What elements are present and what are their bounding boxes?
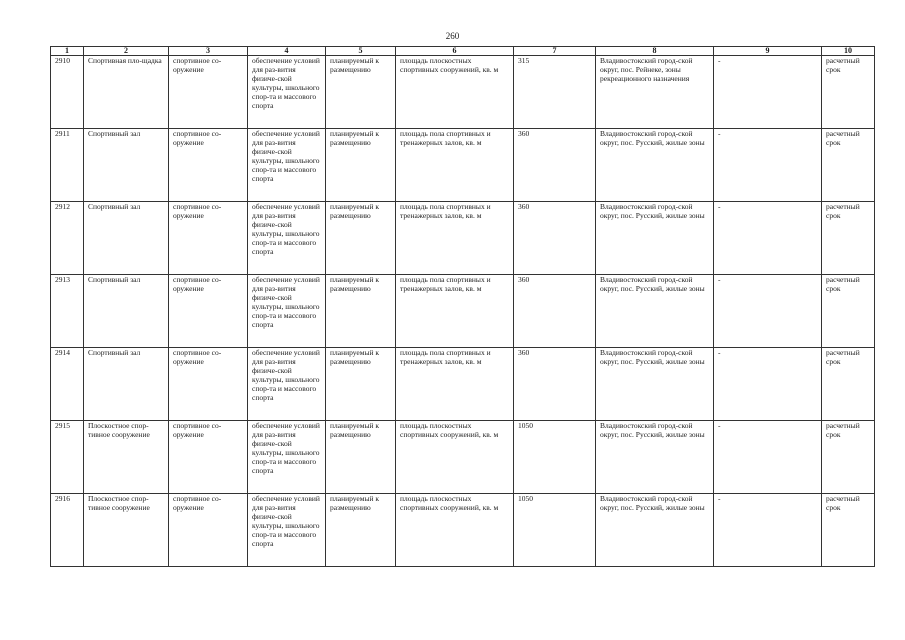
- characteristic-cell: площадь пола спортивных и тренажерных залов, кв. м: [396, 129, 514, 202]
- location-cell: Владивостокский город-ской округ, пос. Рейнеке, зоны рекреационного назначения: [596, 56, 714, 129]
- status-cell: планируемый к размещению: [326, 275, 396, 348]
- column-header: 3: [169, 47, 248, 56]
- purpose-cell: обеспечение условий для раз-вития физиче-ской культуры, школьного спор-та и массового спорта: [248, 421, 326, 494]
- table-row: [51, 275, 875, 348]
- value-cell: 360: [514, 129, 596, 202]
- characteristic-cell: площадь плоскостных спортивных сооружений, кв. м: [396, 56, 514, 129]
- column-header: 6: [396, 47, 514, 56]
- zone-cell: -: [714, 348, 822, 421]
- value-cell: 360: [514, 202, 596, 275]
- status-cell: планируемый к размещению: [326, 129, 396, 202]
- location-cell: Владивостокский город-ской округ, пос. Русский, жилые зоны: [596, 494, 714, 567]
- zone-cell: -: [714, 421, 822, 494]
- characteristic-cell: площадь плоскостных спортивных сооружений, кв. м: [396, 421, 514, 494]
- row-number-cell: 2915: [51, 421, 84, 494]
- object-name-cell: Плоскостное спор-тивное сооружение: [84, 494, 169, 567]
- location-cell: Владивостокский город-ской округ, пос. Русский, жилые зоны: [596, 348, 714, 421]
- column-header: 1: [51, 47, 84, 56]
- zone-cell: -: [714, 129, 822, 202]
- object-name-cell: Спортивный зал: [84, 129, 169, 202]
- object-type-cell: спортивное со-оружение: [169, 129, 248, 202]
- term-cell: расчетный срок: [822, 421, 875, 494]
- zone-cell: -: [714, 275, 822, 348]
- column-header: 4: [248, 47, 326, 56]
- object-name-cell: Плоскостное спор-тивное сооружение: [84, 421, 169, 494]
- table-row: [51, 421, 875, 494]
- row-number-cell: 2912: [51, 202, 84, 275]
- table-row: [51, 56, 875, 129]
- row-number-cell: 2913: [51, 275, 84, 348]
- object-name-cell: Спортивный зал: [84, 275, 169, 348]
- page-number: 260: [445, 31, 460, 41]
- value-cell: 360: [514, 348, 596, 421]
- column-number-row: [51, 47, 875, 56]
- facilities-table: [50, 46, 875, 567]
- location-cell: Владивостокский город-ской округ, пос. Русский, жилые зоны: [596, 421, 714, 494]
- location-cell: Владивостокский город-ской округ, пос. Русский, жилые зоны: [596, 202, 714, 275]
- row-number-cell: 2916: [51, 494, 84, 567]
- purpose-cell: обеспечение условий для раз-вития физиче-ской культуры, школьного спор-та и массового спорта: [248, 56, 326, 129]
- value-cell: 360: [514, 275, 596, 348]
- status-cell: планируемый к размещению: [326, 56, 396, 129]
- zone-cell: -: [714, 202, 822, 275]
- column-header: 2: [84, 47, 169, 56]
- column-header: 5: [326, 47, 396, 56]
- characteristic-cell: площадь плоскостных спортивных сооружений, кв. м: [396, 494, 514, 567]
- zone-cell: -: [714, 56, 822, 129]
- column-header: 8: [596, 47, 714, 56]
- row-number-cell: 2911: [51, 129, 84, 202]
- status-cell: планируемый к размещению: [326, 421, 396, 494]
- term-cell: расчетный срок: [822, 494, 875, 567]
- value-cell: 1050: [514, 494, 596, 567]
- purpose-cell: обеспечение условий для раз-вития физиче-ской культуры, школьного спор-та и массового спорта: [248, 129, 326, 202]
- table-row: [51, 494, 875, 567]
- column-header: 10: [822, 47, 875, 56]
- object-name-cell: Спортивная пло-щадка: [84, 56, 169, 129]
- object-type-cell: спортивное со-оружение: [169, 348, 248, 421]
- zone-cell: -: [714, 494, 822, 567]
- object-type-cell: спортивное со-оружение: [169, 494, 248, 567]
- purpose-cell: обеспечение условий для раз-вития физиче-ской культуры, школьного спор-та и массового спорта: [248, 275, 326, 348]
- object-name-cell: Спортивный зал: [84, 348, 169, 421]
- column-header: 9: [714, 47, 822, 56]
- location-cell: Владивостокский город-ской округ, пос. Русский, жилые зоны: [596, 275, 714, 348]
- table-body: [51, 56, 875, 567]
- purpose-cell: обеспечение условий для раз-вития физиче-ской культуры, школьного спор-та и массового спорта: [248, 348, 326, 421]
- term-cell: расчетный срок: [822, 202, 875, 275]
- characteristic-cell: площадь пола спортивных и тренажерных залов, кв. м: [396, 202, 514, 275]
- object-name-cell: Спортивный зал: [84, 202, 169, 275]
- term-cell: расчетный срок: [822, 348, 875, 421]
- table-row: [51, 202, 875, 275]
- object-type-cell: спортивное со-оружение: [169, 275, 248, 348]
- value-cell: 1050: [514, 421, 596, 494]
- term-cell: расчетный срок: [822, 275, 875, 348]
- purpose-cell: обеспечение условий для раз-вития физиче-ской культуры, школьного спор-та и массового спорта: [248, 202, 326, 275]
- purpose-cell: обеспечение условий для раз-вития физиче-ской культуры, школьного спор-та и массового спорта: [248, 494, 326, 567]
- term-cell: расчетный срок: [822, 129, 875, 202]
- characteristic-cell: площадь пола спортивных и тренажерных залов, кв. м: [396, 348, 514, 421]
- status-cell: планируемый к размещению: [326, 348, 396, 421]
- location-cell: Владивостокский город-ской округ, пос. Русский, жилые зоны: [596, 129, 714, 202]
- row-number-cell: 2914: [51, 348, 84, 421]
- object-type-cell: спортивное со-оружение: [169, 56, 248, 129]
- term-cell: расчетный срок: [822, 56, 875, 129]
- table-row: [51, 348, 875, 421]
- status-cell: планируемый к размещению: [326, 494, 396, 567]
- object-type-cell: спортивное со-оружение: [169, 421, 248, 494]
- characteristic-cell: площадь пола спортивных и тренажерных залов, кв. м: [396, 275, 514, 348]
- row-number-cell: 2910: [51, 56, 84, 129]
- object-type-cell: спортивное со-оружение: [169, 202, 248, 275]
- value-cell: 315: [514, 56, 596, 129]
- status-cell: планируемый к размещению: [326, 202, 396, 275]
- table-row: [51, 129, 875, 202]
- column-header: 7: [514, 47, 596, 56]
